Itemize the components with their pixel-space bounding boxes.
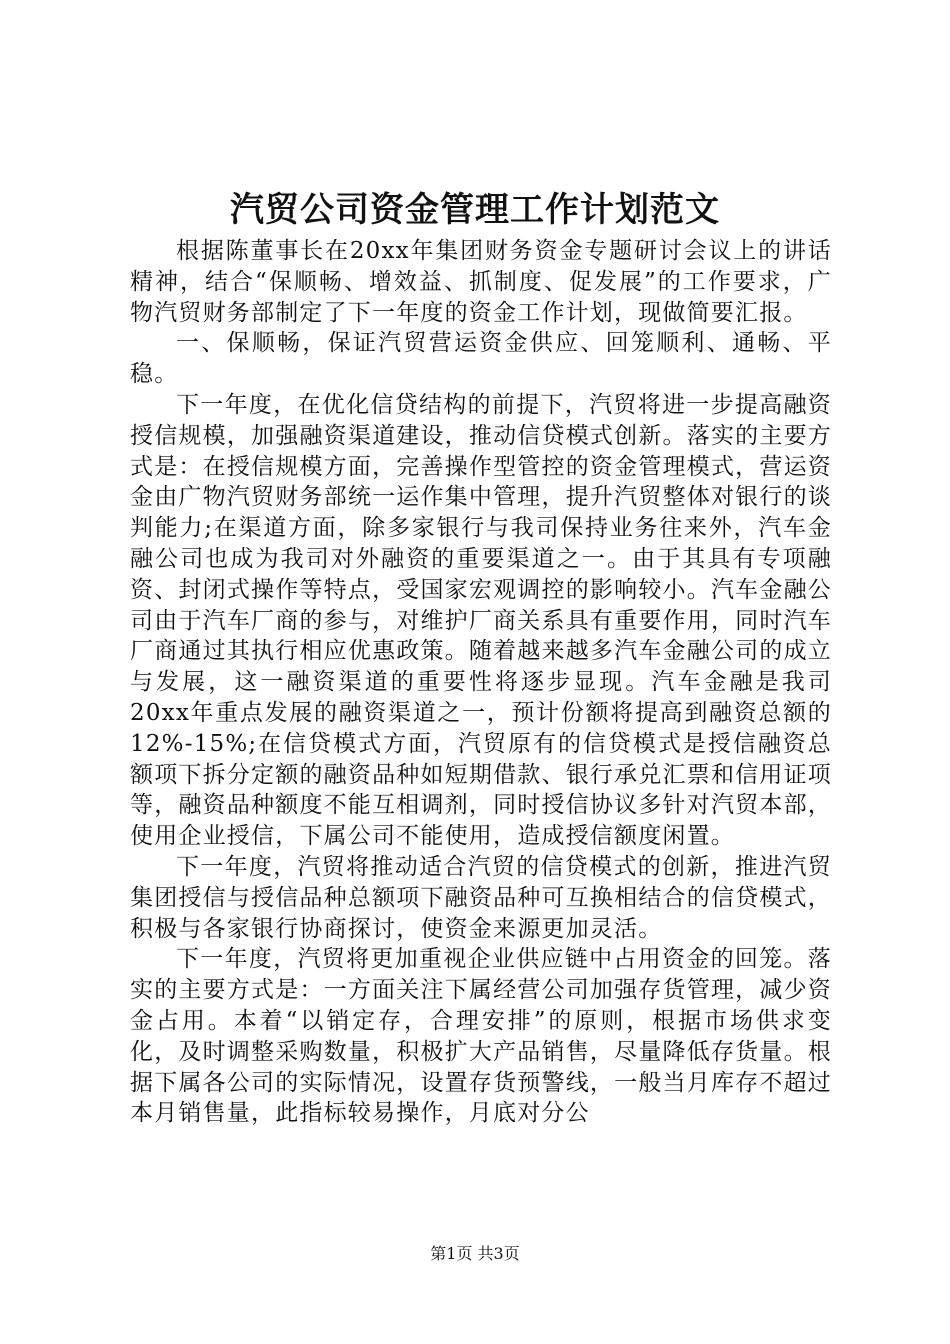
page-number: 第1页 共3页 <box>430 1244 520 1263</box>
paragraph-credit-plan: 下一年度，在优化信贷结构的前提下，汽贸将进一步提高融资授信规模，加强融资渠道建设，推动信贷模式创新。落实的主要方式是：在授信规模方面，完善操作型管控的资金管理模式，营运资金由广物汽贸财务部统一运作集中管理，提升汽贸整体对银行的谈判能力;在渠道方面，除多家银行与我司保持业务往来外，汽车金融公司也成为我司对外融资的重要渠道之一。由于其具有专项融资、封闭式操作等特点，受国家宏观调控的影响较小。汽车金融公司由于汽车厂商的参与，对维护厂商关系具有重要作用，同时汽车厂商通过其执行相应优惠政策。随着越来越多汽车金融公司的成立与发展，这一融资渠道的重要性将逐步显现。汽车金融是我司20xx年重点发展的融资渠道之一，预计份额将提高到融资总额的12%-15%;在信贷模式方面，汽贸原有的信贷模式是授信融资总额项下拆分定额的融资品种如短期借款、银行承兑汇票和信用证项等，融资品种额度不能互相调剂，同时授信协议多针对汽贸本部，使用企业授信，下属公司不能使用，造成授信额度闲置。 <box>130 391 832 850</box>
paragraph-fund-recovery: 下一年度，汽贸将更加重视企业供应链中占用资金的回笼。落实的主要方式是：一方面关注下属经营公司加强存货管理，减少资金占用。本着“以销定存，合理安排”的原则，根据市场供求变化，及时调整采购数量，积极扩大产品销售，尽量降低存货量。根据下属各公司的实际情况，设置存货预警线，一般当月库存不超过本月销售量，此指标较易操作，月底对分公 <box>130 946 832 1127</box>
document-body <box>130 236 832 1129</box>
paragraph-credit-innovation: 下一年度，汽贸将推动适合汽贸的信贷模式的创新，推进汽贸集团授信与授信品种总额项下融资品种可互换相结合的信贷模式，积极与各家银行协商探讨，使资金来源更加灵活。 <box>130 853 832 942</box>
document-title: 汽贸公司资金管理工作计划范文 <box>230 190 720 230</box>
paragraph-section-heading: 一、保顺畅，保证汽贸营运资金供应、回笼顺利、通畅、平稳。 <box>130 330 832 388</box>
paragraph-intro: 根据陈董事长在20xx年集团财务资金专题研讨会议上的讲话精神，结合“保顺畅、增效益、抓制度、促发展”的工作要求，广物汽贸财务部制定了下一年度的资金工作计划，现做简要汇报。 <box>130 238 832 326</box>
